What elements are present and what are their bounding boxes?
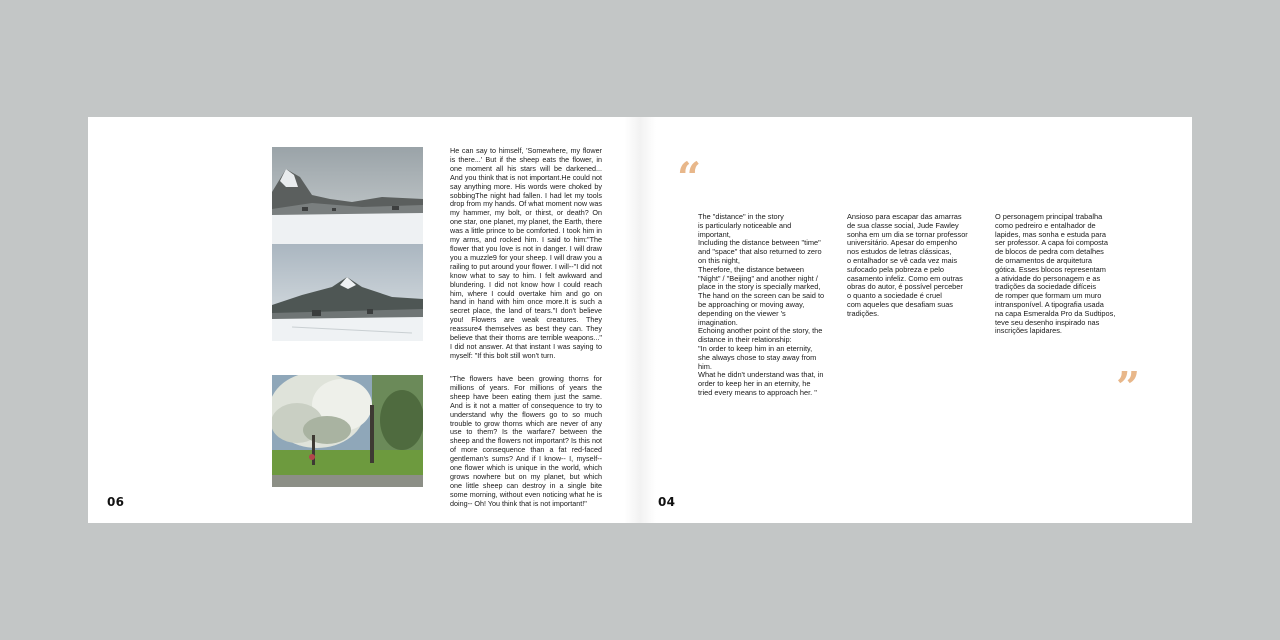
right-page — [640, 117, 1192, 523]
distance-essay-column: The "distance" in the story is particularly noticeable and important, Including the distance between "time" and "space" that also returned to zero on this night, Therefore, the distance between "Night" / "Beijing" and another night / place in the story is specially marked, The hand on the screen can be said to be approaching or moving away, depending on the viewer 's imagination. Echoing another point of the story, the distance in their relationship: "In order to keep him in an eternity, she always chose to stay away from him. What he didn't understand was that, in order to keep her in an eternity, he tried every means to approach her. " — [698, 212, 825, 397]
page-number-right: 04 — [658, 495, 676, 509]
left-page — [88, 117, 640, 523]
open-quote-mark: “ — [677, 153, 702, 202]
close-quote-mark: ” — [1116, 363, 1141, 412]
page-number-left: 06 — [107, 495, 125, 509]
story-paragraph-top: He can say to himself, 'Somewhere, my flower is there...' But if the sheep eats the flower, in one moment all his stars will be darkened... And you think that is not important.He could not say anything more. His words were choked by sobbingThe night had fallen. I had let my tools drop from my hands. Of what moment now was my hammer, my bolt, or thirst, or death? On one star, one planet, my planet, the Earth, there was a little prince to be comforted. I took him in my arms, and rocked him. I said to him:"The flower that you love is not in danger. I will draw you a muzzle9 for your sheep. I will draw you a railing to put around your flower. I will--"I did not know what to say to him. I felt awkward and blundering. I did not know how I could reach him, where I could overtake him and go on hand in hand with him once more.It is such a secret place, the land of tears."I don't believe you! Flowers are weak creatures. They reassure4 themselves as best they can. They believe that their thorns are terrible weapons..." I did not answer. At that instant I was saying to myself: "If this bolt still won't turn. — [450, 146, 602, 360]
snowy-mountain-photo-collage — [272, 147, 423, 341]
book-spread — [88, 117, 1192, 523]
story-paragraph-bottom: "The flowers have been growing thorns for millions of years. For millions of years the sheep have been eating them just the same. And is it not a matter of consequence to try to understand why the flowers go to so much trouble to grow thorns which are never of any use to them? Is the warfare7 between the sheep and the flowers not important? Is this not of more consequence than a fat red-faced gentleman's sums? And if I know-- I, myself-- one flower which is unique in the world, which grows nowhere but on my planet, but which one little sheep can destroy in a single bite some morning, without even noticing what he is doing-- Oh! You think that is not important!" — [450, 374, 602, 508]
jude-fawley-summary-column: Ansioso para escapar das amarras de sua classe social, Jude Fawley sonha em um dia se tornar professor universitário. Apesar do empenho nos estudos de letras clássicas, o entalhador se vê cada vez mais sufocado pela pobreza e pelo casamento infeliz. Como em outras obras do autor, é possível perceber o quanto a sociedade é cruel com aqueles que desafiam suas tradições. — [847, 212, 968, 318]
flowering-tree-photo — [272, 375, 423, 487]
cover-design-column: O personagem principal trabalha como pedreiro e entalhador de lapides, mas sonha e estuda para ser professor. A capa foi composta de blocos de pedra com detalhes de ornamentos de arquitetura gótica. Esses blocos representam a atividade do personagem e as tradições da sociedade difíceis de romper que formam um muro intransponível. A tipografia usada na capa Esmeralda Pro da Sudtipos, teve seu desenho inspirado nas inscrições lapidares. — [995, 212, 1116, 336]
